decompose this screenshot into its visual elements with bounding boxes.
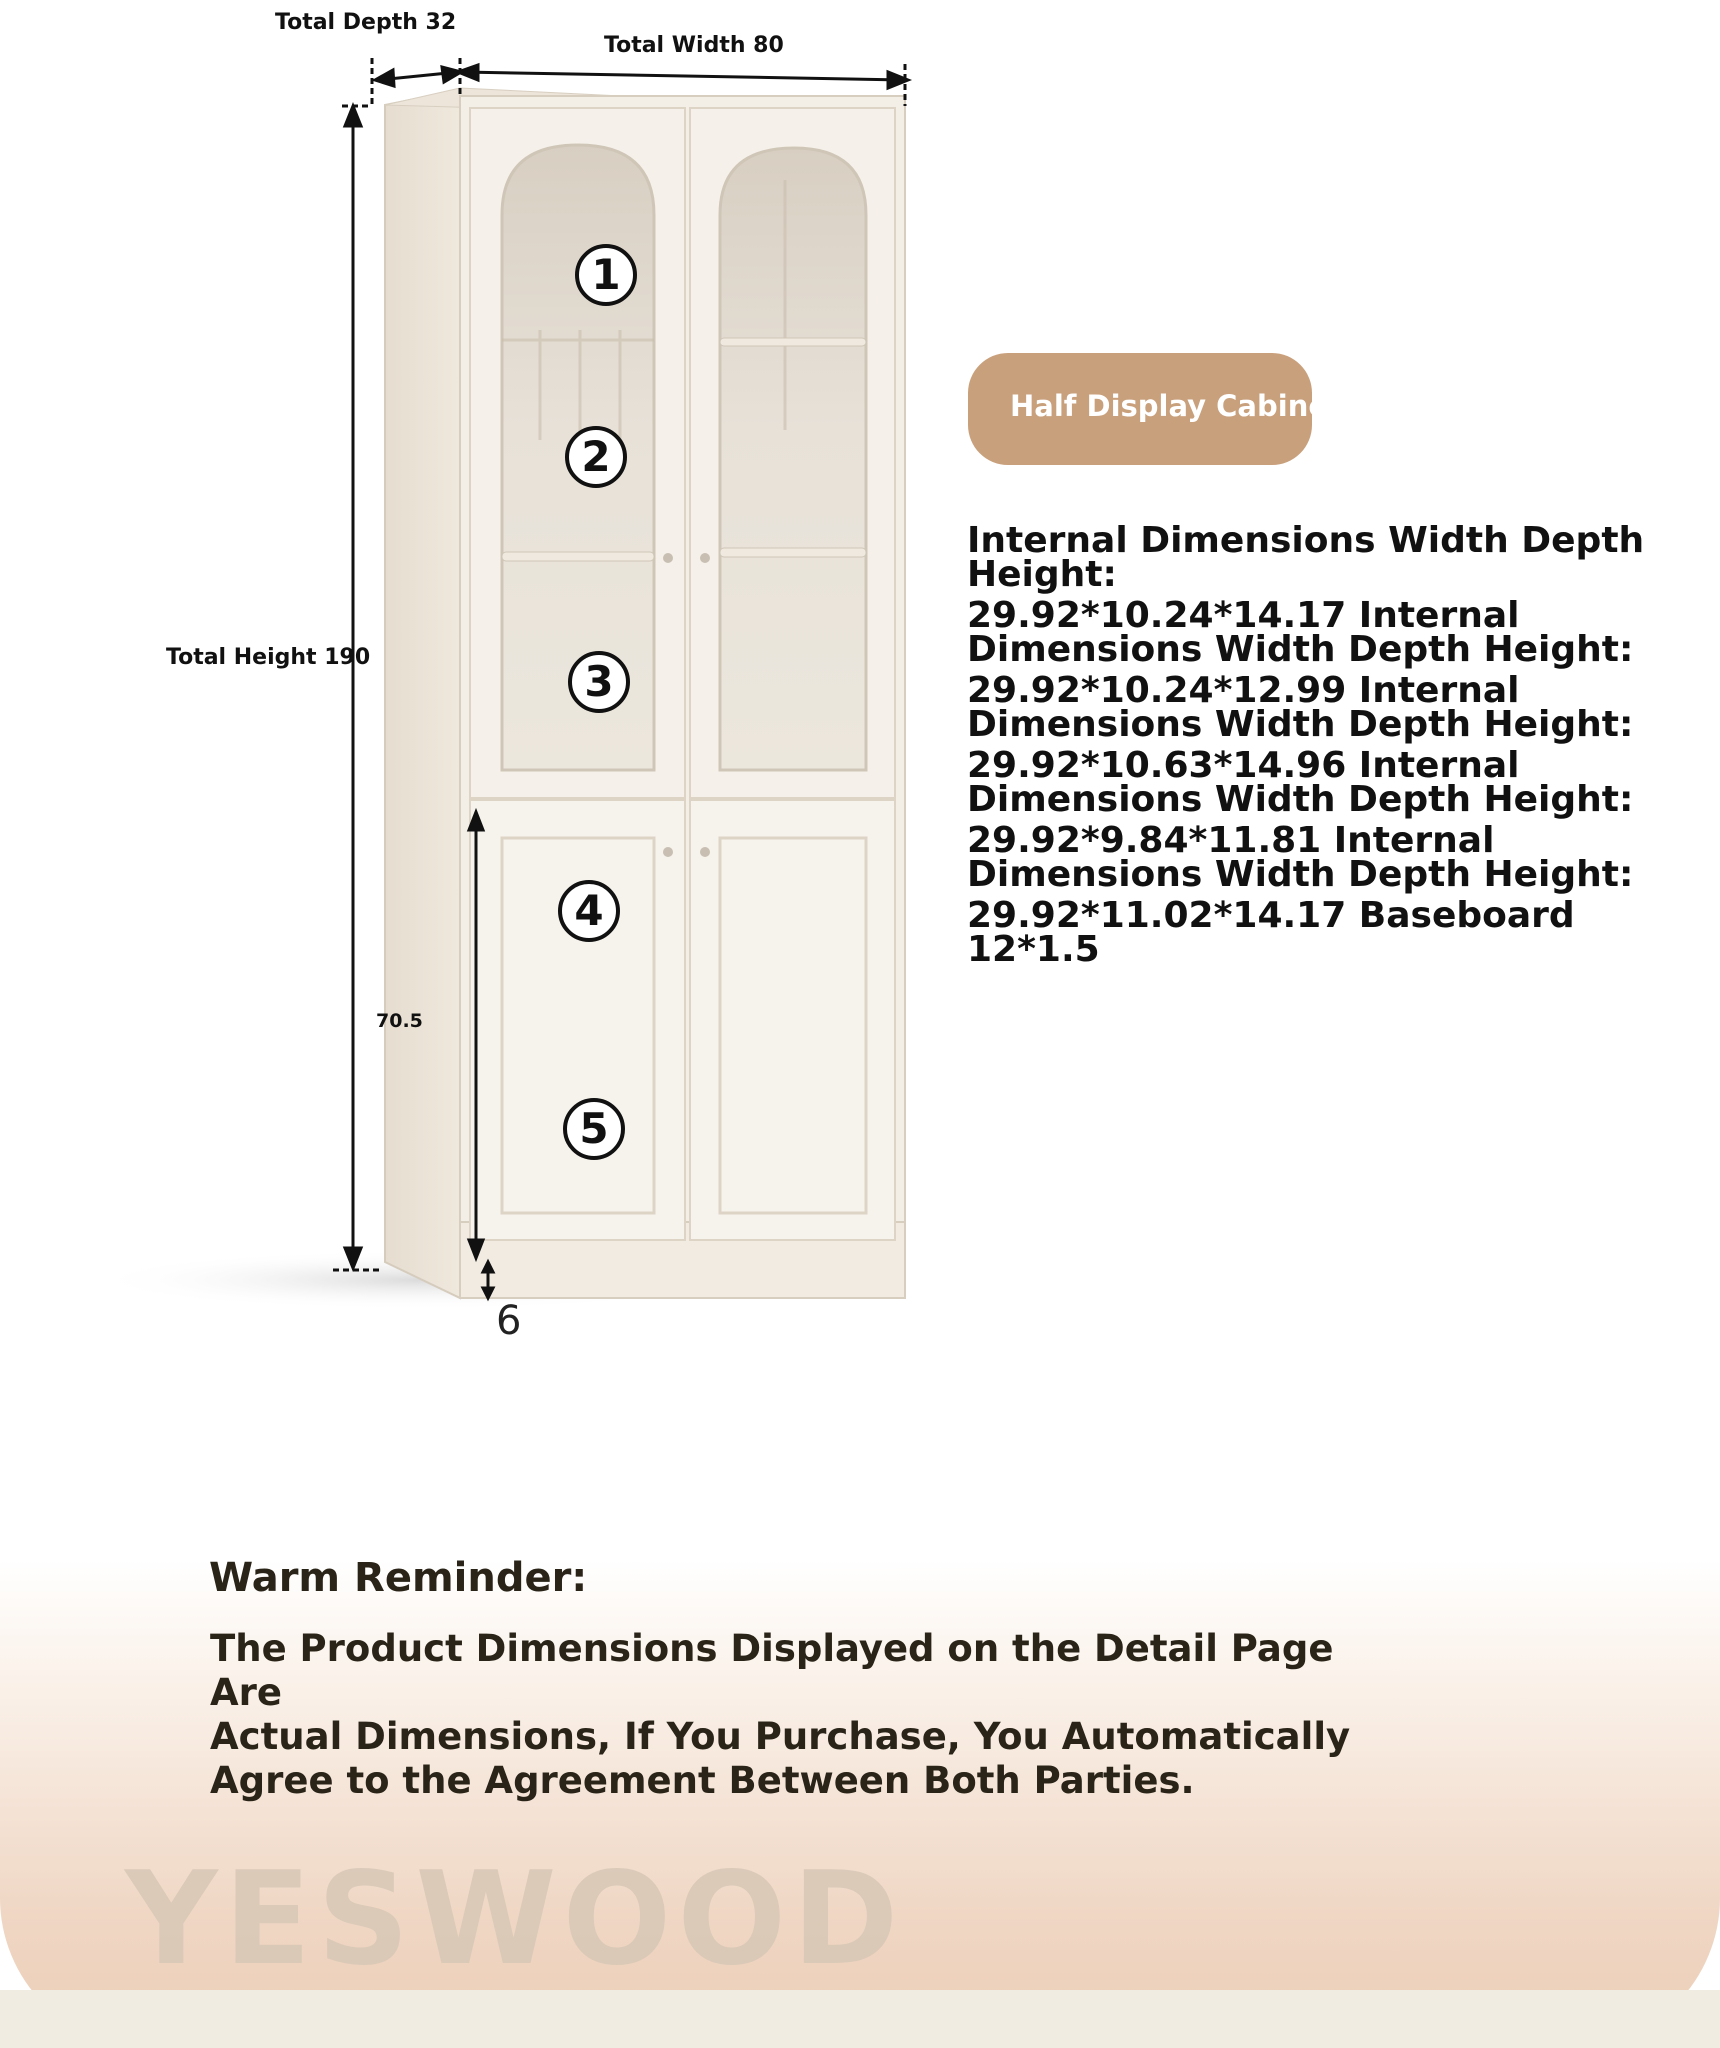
glass-right [720, 148, 866, 770]
spec-line: Internal Dimensions Width Depth Height: [967, 520, 1645, 595]
footer-base [0, 1990, 1720, 2048]
reminder-title: Warm Reminder: [209, 1555, 588, 1601]
reminder-body [210, 1627, 1410, 1803]
compartment-label-5: 5 [579, 1104, 609, 1153]
spec-line: 29.92*10.24*14.17 Internal Dimensions Width Depth Height: [967, 595, 1634, 670]
internal-dimensions-specs [967, 520, 1667, 974]
compartment-label-3: 3 [584, 657, 614, 706]
total-height-label: Total Height 190 [166, 645, 371, 670]
spec-line: 29.92*9.84*11.81 Internal Dimensions Width Depth Height: [967, 820, 1634, 895]
total-width-label: Total Width 80 [604, 33, 784, 58]
product-type-badge [968, 353, 1342, 465]
badge-label: Half Display Cabinet [1010, 389, 1342, 423]
reminder-line: The Product Dimensions Displayed on the Detail Page Are [210, 1627, 1334, 1714]
compartment-label-2: 2 [581, 432, 611, 481]
compartment-label-1: 1 [591, 250, 621, 299]
compartment-label-4: 4 [574, 886, 604, 935]
total-depth-label: Total Depth 32 [275, 10, 457, 35]
shelf-2 [720, 548, 866, 557]
brand-logo: YESWOOD [125, 1845, 905, 1994]
spec-line: 29.92*10.24*12.99 Internal Dimensions Width Depth Height: [967, 670, 1634, 745]
shelf-3 [720, 338, 866, 346]
cabinet-side [385, 90, 460, 1298]
spec-line: 29.92*10.63*14.96 Internal Dimensions Width Depth Height: [967, 745, 1634, 820]
lower-height-label: 70.5 [376, 1010, 423, 1032]
reminder-line: Agree to the Agreement Between Both Parties. [210, 1759, 1195, 1802]
spec-line: 29.92*11.02*14.17 Baseboard 12*1.5 [967, 895, 1575, 970]
base-height-label: 6 [496, 1298, 522, 1344]
reminder-line: Actual Dimensions, If You Purchase, You Automatically [210, 1715, 1351, 1758]
shelf-1 [502, 552, 654, 561]
